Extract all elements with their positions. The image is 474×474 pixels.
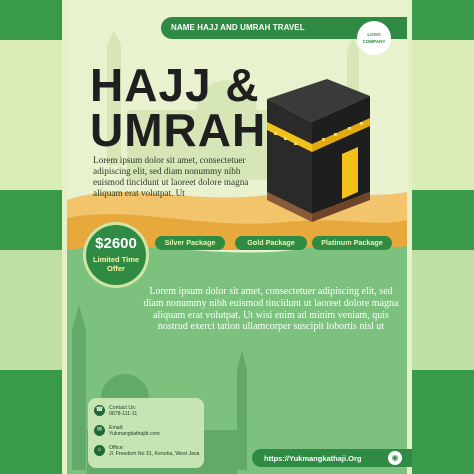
left-side-panel <box>0 0 62 474</box>
email-value: Yukmangkathajib.com <box>109 431 160 437</box>
company-logo <box>357 21 391 55</box>
email-icon: ✉ <box>94 425 105 436</box>
phone-icon: ☎ <box>94 405 105 416</box>
offer-line-2: Offer <box>107 264 125 273</box>
body-text: Lorem ipsum dolor sit amet, consectetuer adipiscing elit, sed diam nonummy nibh euismod tincidunt ut laoreet dolore magna aliquam erat volutpat. Ut wisi enim ad minim veniam, quis nostrud exerci tation ullamcorper suscipit lobortis nisl ut <box>143 286 399 333</box>
company-name: NAME HAJJ AND UMRAH TRAVEL <box>171 23 305 32</box>
website-link[interactable]: https://Yukmangkathaji.Org <box>264 454 362 463</box>
email-label: Email: <box>109 425 124 431</box>
office-value: Jl. Freedom No 31, Kenoha, West Java <box>109 451 200 457</box>
logo-text-bottom: COMPANY <box>362 39 386 44</box>
gold-package-button[interactable]: Gold Package <box>235 236 307 250</box>
right-side-band-lower <box>412 250 474 370</box>
phone-value: 0878-111-11 <box>109 411 138 417</box>
header-bar <box>161 17 407 44</box>
contact-box <box>88 398 204 468</box>
phone-label: Contact Us: <box>109 405 137 411</box>
title-line-2: UMRAH <box>90 104 267 156</box>
website-bar <box>252 449 412 467</box>
logo-text-top: LOGO <box>367 32 381 37</box>
platinum-package-button[interactable]: Platinum Package <box>312 236 392 250</box>
intro-text: Lorem ipsum dolor sit amet, consectetuer adipiscing elit, sed diam nonummy nibh euismod tincidunt ut laoreet dolore magna aliquam erat volutpat. Ut <box>93 155 249 198</box>
right-side-band <box>412 40 474 190</box>
offer-line-1: Limited Time <box>92 255 140 264</box>
globe-icon: ◉ <box>388 451 402 465</box>
silver-package-button[interactable]: Silver Package <box>155 236 225 250</box>
price-badge <box>86 225 146 285</box>
kaaba-illustration <box>262 74 372 224</box>
location-icon: ⌂ <box>94 445 105 456</box>
price-amount: $2600 <box>95 235 137 252</box>
title-line-1: HAJJ & <box>90 59 260 111</box>
left-side-band-lower <box>0 250 62 370</box>
office-label: Office: <box>109 445 124 451</box>
left-side-band <box>0 40 62 190</box>
price-offer-label <box>86 255 146 273</box>
right-side-panel <box>412 0 474 474</box>
